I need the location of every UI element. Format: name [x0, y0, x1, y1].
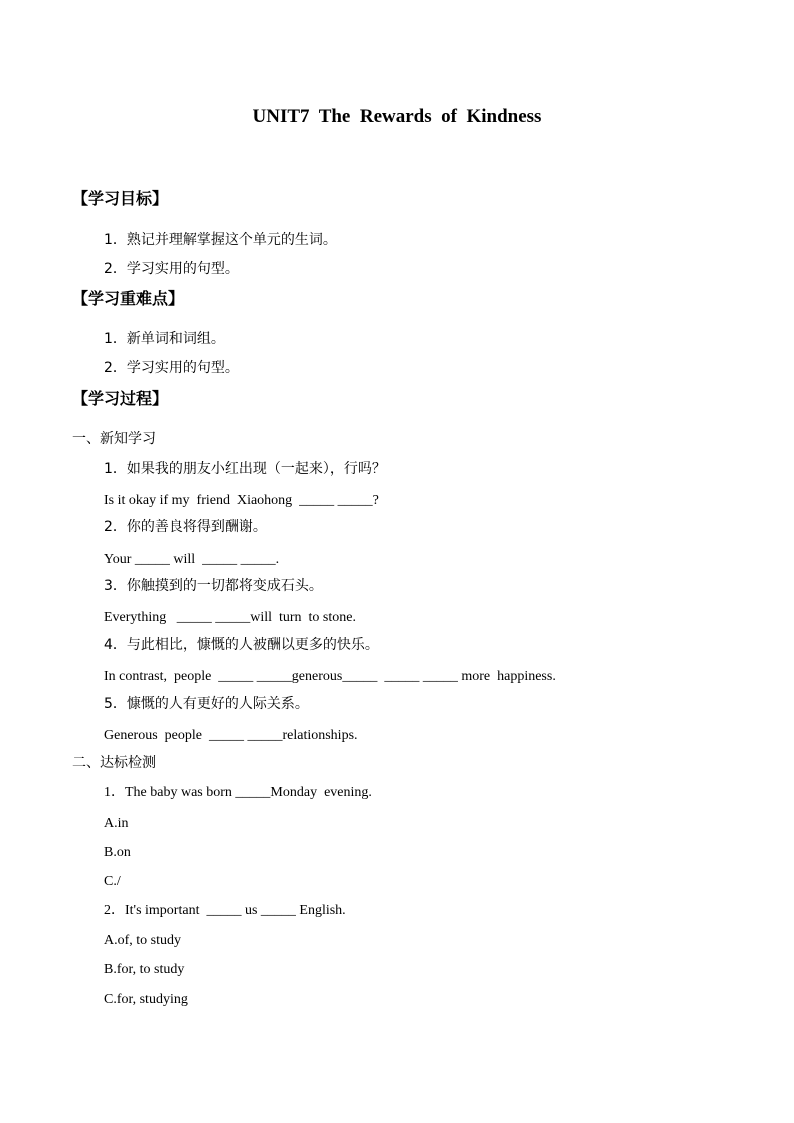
key-point-item: 2．学习实用的句型。 [104, 360, 239, 376]
section-heading-objectives: 【学习目标】 [72, 189, 169, 208]
key-point-item: 1．新单词和词组。 [104, 331, 225, 347]
part1-question-en: Is it okay if my friend Xiaohong _____ _____? [104, 493, 379, 508]
part1-question-en: Everything _____ _____will turn to stone. [104, 610, 356, 625]
part2-option: C./ [104, 874, 121, 889]
page-title: UNIT7 The Rewards of Kindness [252, 106, 542, 127]
part1-question-en: Your _____ will _____ _____. [104, 552, 280, 567]
part1-question-en: In contrast, people _____ _____generous_____ _____ _____ more happiness. [104, 669, 556, 684]
part2-option: A.in [104, 816, 129, 831]
part2-option: C.for, studying [104, 992, 188, 1007]
part2-option: B.for, to study [104, 962, 185, 977]
section-heading-key-points: 【学习重难点】 [72, 289, 185, 308]
part1-question-en: Generous people _____ _____relationships. [104, 728, 358, 743]
part1-question-zh: 2．你的善良将得到酬谢。 [104, 519, 267, 535]
part1-heading: 一、新知学习 [72, 431, 156, 447]
part1-question-zh: 1．如果我的朋友小红出现（一起来），行吗？ [104, 461, 386, 477]
part1-question-zh: 4．与此相比，慷慨的人被酬以更多的快乐。 [104, 637, 379, 653]
part2-option: B.on [104, 845, 131, 860]
part2-heading: 二、达标检测 [72, 755, 156, 771]
objective-item: 2．学习实用的句型。 [104, 261, 239, 277]
part2-question-stem: 1．The baby was born _____Monday evening. [104, 785, 372, 800]
objective-item: 1．熟记并理解掌握这个单元的生词。 [104, 232, 337, 248]
part1-question-zh: 3．你触摸到的一切都将变成石头。 [104, 578, 323, 594]
part2-question-stem: 2．It's important _____ us _____ English. [104, 903, 346, 918]
part1-question-zh: 5．慷慨的人有更好的人际关系。 [104, 696, 309, 712]
section-heading-process: 【学习过程】 [72, 389, 169, 408]
part2-option: A.of, to study [104, 933, 181, 948]
